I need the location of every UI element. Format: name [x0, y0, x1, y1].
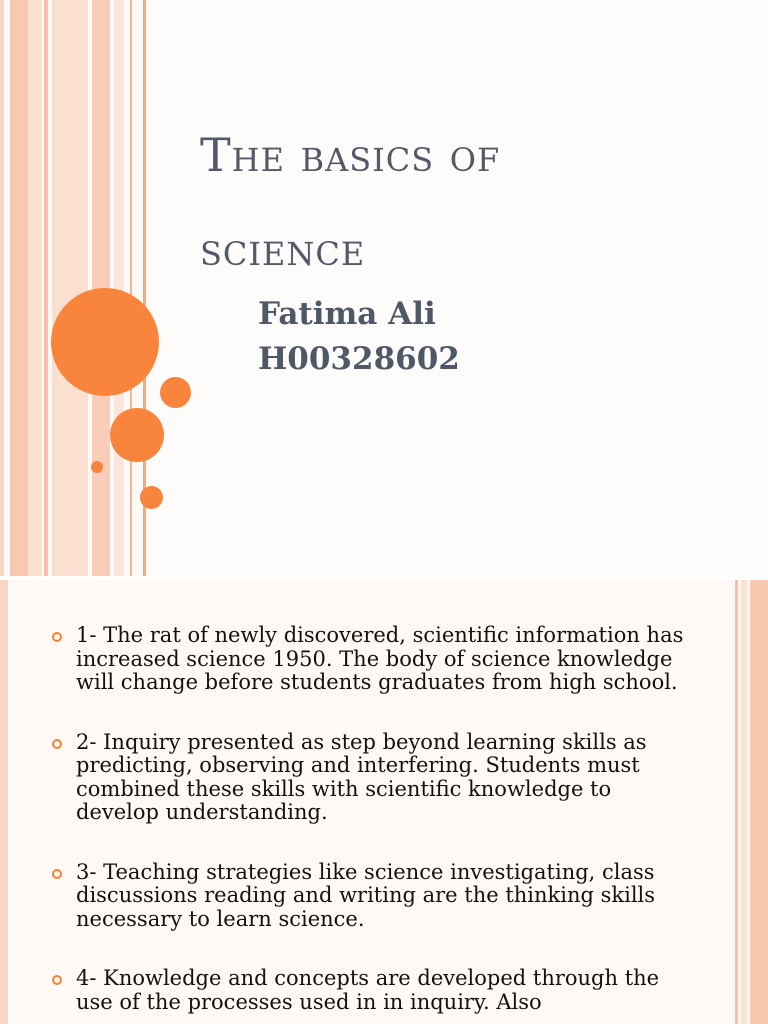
list-item: [50, 861, 690, 932]
decorative-stripe: [130, 0, 132, 576]
decorative-stripe: [10, 0, 28, 576]
slide-title-line-1: The basics of: [200, 128, 501, 182]
bullet-ring-icon: [52, 632, 62, 642]
list-item: [50, 967, 690, 1014]
decorative-circle-large: [51, 288, 159, 396]
decorative-stripe: [0, 580, 8, 1024]
author-block: [258, 292, 460, 382]
decorative-stripe: [735, 580, 738, 1024]
decorative-stripe: [44, 0, 48, 576]
author-id: H00328602: [258, 341, 460, 377]
decorative-circle-medium: [110, 408, 164, 462]
decorative-stripe: [114, 0, 124, 576]
content-slide: [0, 580, 768, 1024]
bullet-text: 3- Teaching strategies like science investigating, class discussions reading and writing are the thinking skills necessary to learn science.: [76, 859, 656, 931]
list-item: [50, 731, 690, 825]
decorative-stripe: [52, 0, 88, 576]
decorative-circle-small: [160, 377, 191, 408]
bullet-list: [50, 624, 690, 1024]
bullet-ring-icon: [52, 869, 62, 879]
slide-title: [200, 108, 740, 296]
decorative-stripe: [741, 580, 747, 1024]
decorative-circle-tiny: [91, 461, 103, 473]
decorative-stripe: [28, 0, 42, 576]
bullet-text: 4- Knowledge and concepts are developed through the use of the processes used in in inquiry. Also: [76, 966, 660, 1014]
list-item: [50, 624, 690, 695]
author-name: Fatima Ali: [258, 296, 436, 332]
slide-title-line-2: science: [200, 222, 366, 276]
bullet-ring-icon: [52, 975, 62, 985]
bullet-text: 2- Inquiry presented as step beyond learning skills as predicting, observing and interfering. Students must combined these skills with scientific knowledge to develop understanding.: [76, 729, 647, 824]
bullet-text: 1- The rat of newly discovered, scientific information has increased science 1950. The body of science knowledge will change before students graduates from high school.: [76, 623, 684, 694]
decorative-stripe: [750, 580, 768, 1024]
bullet-ring-icon: [52, 739, 62, 749]
decorative-circle-small: [140, 486, 163, 509]
decorative-stripe: [0, 0, 4, 576]
